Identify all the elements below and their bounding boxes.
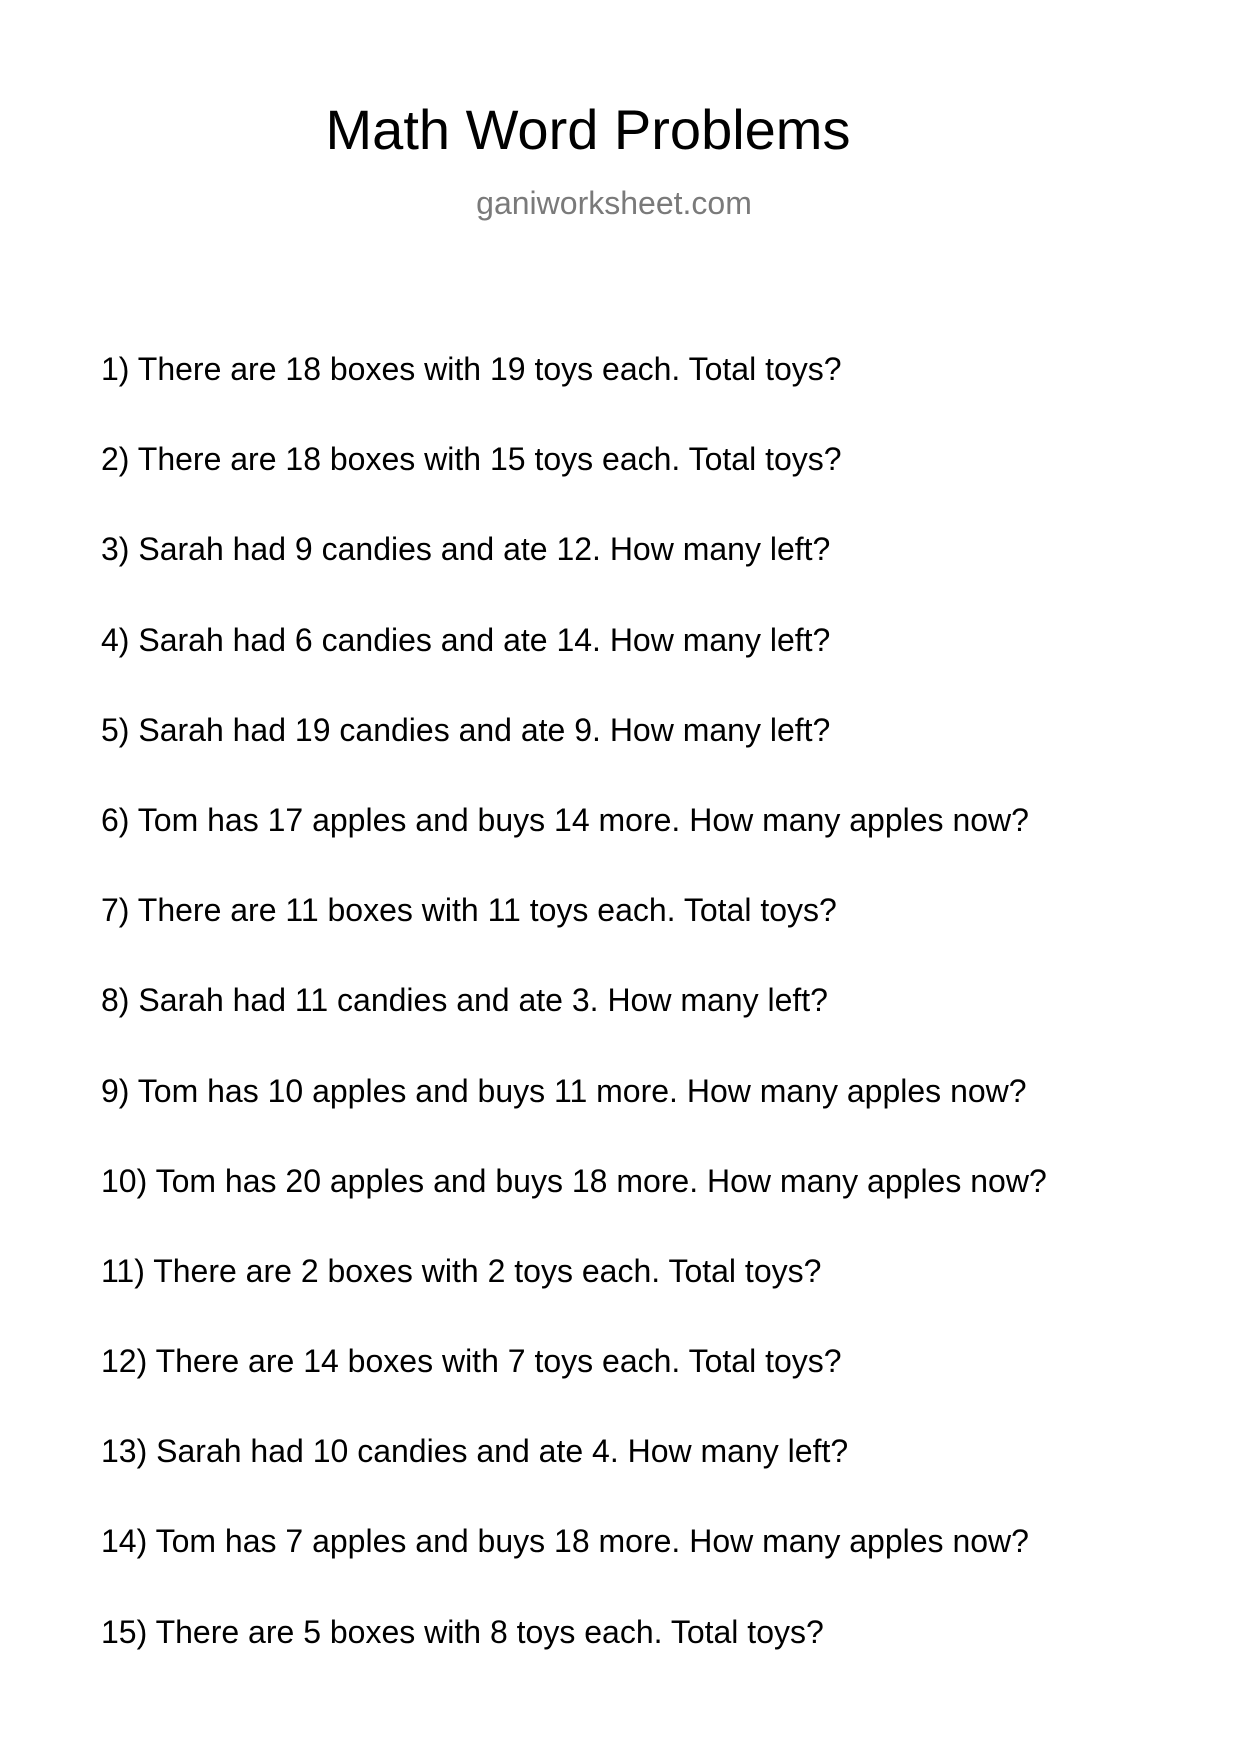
problem-item-12: 12) There are 14 boxes with 7 toys each. Total toys? [101,1343,842,1380]
page-title: Math Word Problems [325,98,851,161]
problem-item-2: 2) There are 18 boxes with 15 toys each. Total toys? [101,441,842,478]
source-website: ganiworksheet.com [476,185,752,221]
problem-list [101,349,1201,1702]
problem-item-10: 10) Tom has 20 apples and buys 18 more. How many apples now? [101,1162,1047,1199]
problem-item-3: 3) Sarah had 9 candies and ate 12. How many left? [101,531,831,568]
problem-item-14: 14) Tom has 7 apples and buys 18 more. How many apples now? [101,1523,1029,1560]
problem-item-15: 15) There are 5 boxes with 8 toys each. Total toys? [101,1613,824,1650]
problem-item-9: 9) Tom has 10 apples and buys 11 more. How many apples now? [101,1072,1027,1109]
problem-item-6: 6) Tom has 17 apples and buys 14 more. How many apples now? [101,801,1029,838]
problem-item-8: 8) Sarah had 11 candies and ate 3. How many left? [101,982,828,1019]
problem-item-13: 13) Sarah had 10 candies and ate 4. How many left? [101,1433,849,1470]
problem-item-7: 7) There are 11 boxes with 11 toys each. Total toys? [101,892,837,929]
problem-item-1: 1) There are 18 boxes with 19 toys each. Total toys? [101,351,842,387]
problem-item-11: 11) There are 2 boxes with 2 toys each. Total toys? [101,1252,822,1289]
problem-item-5: 5) Sarah had 19 candies and ate 9. How many left? [101,711,831,748]
problem-item-4: 4) Sarah had 6 candies and ate 14. How many left? [101,621,831,658]
